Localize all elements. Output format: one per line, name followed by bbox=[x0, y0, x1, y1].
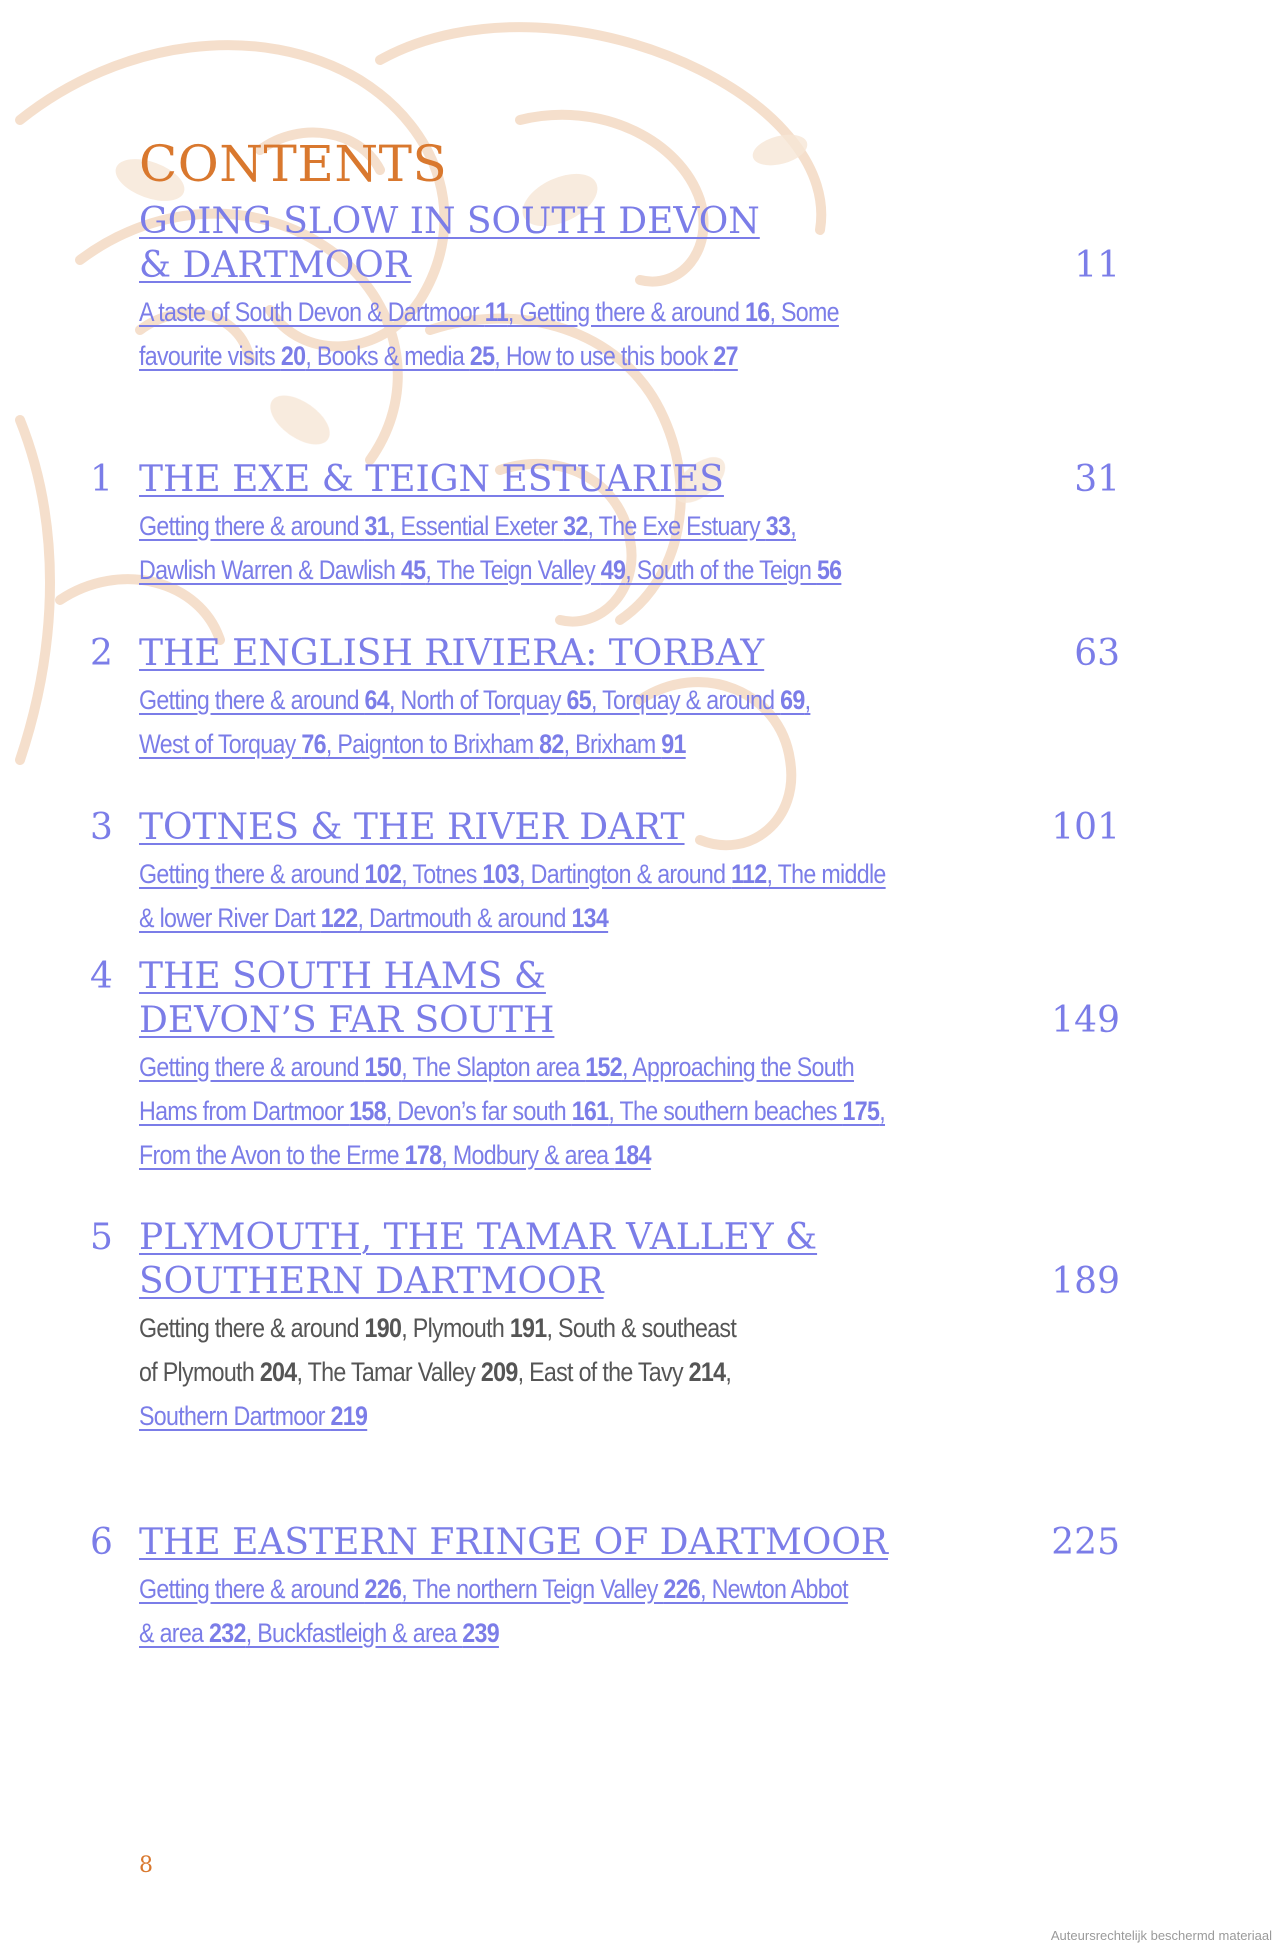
subsection-page-number: 175 bbox=[842, 1096, 880, 1126]
subsection-title: , Getting there & around bbox=[507, 297, 746, 327]
subsection-list bbox=[139, 504, 999, 592]
toc-chapter bbox=[0, 458, 1280, 592]
subsection-line bbox=[139, 1394, 999, 1438]
subsection-page-number: 91 bbox=[661, 729, 686, 759]
chapter-heading-link[interactable] bbox=[90, 1216, 1120, 1304]
subsection-page-number: 20 bbox=[280, 341, 306, 371]
subsection-link[interactable] bbox=[139, 555, 841, 585]
subsection-list bbox=[139, 678, 999, 766]
subsection-title: , Dartington & around bbox=[519, 859, 732, 889]
subsection-title: , bbox=[790, 511, 796, 541]
subsection-link[interactable] bbox=[139, 1574, 848, 1604]
subsection-page-number: 122 bbox=[320, 903, 358, 933]
chapter-number: 4 bbox=[90, 956, 113, 997]
toc-chapter bbox=[0, 806, 1280, 940]
subsection-page-number: 27 bbox=[713, 341, 738, 371]
subsection-title: , Dartmouth & around bbox=[357, 903, 572, 933]
subsection-title: , Newton Abbot bbox=[700, 1574, 848, 1604]
chapter-page-number: 149 bbox=[1051, 1000, 1120, 1041]
subsection-page-number: 32 bbox=[563, 511, 588, 541]
chapter-title: THE EXE & TEIGN ESTUARIES bbox=[139, 459, 724, 500]
subsection-page-number: 226 bbox=[663, 1574, 701, 1604]
chapter-number: 2 bbox=[90, 633, 113, 674]
subsection-link[interactable] bbox=[139, 341, 738, 371]
subsection-line bbox=[139, 290, 999, 334]
subsection-page-number: 239 bbox=[462, 1618, 499, 1648]
subsection-title: Hams from Dartmoor bbox=[139, 1096, 350, 1126]
subsection-title: , Plymouth bbox=[401, 1313, 510, 1343]
subsection-title: & area bbox=[139, 1618, 210, 1648]
subsection-title: Getting there & around bbox=[139, 1313, 365, 1343]
subsection-title: Getting there & around bbox=[139, 1574, 365, 1604]
subsection-title: West of Torquay bbox=[139, 729, 302, 759]
subsection-link[interactable] bbox=[139, 297, 839, 327]
chapter-number: 1 bbox=[90, 459, 113, 500]
toc-chapter bbox=[0, 632, 1280, 766]
subsection-title: Getting there & around bbox=[139, 859, 365, 889]
subsection-line bbox=[139, 678, 999, 722]
subsection-link[interactable] bbox=[139, 511, 796, 541]
subsection-title: , bbox=[804, 685, 811, 715]
subsection-line bbox=[139, 1045, 999, 1089]
chapter-number: 3 bbox=[90, 807, 113, 848]
subsection-page-number: 158 bbox=[349, 1096, 386, 1126]
subsection-page-number: 25 bbox=[469, 341, 495, 371]
subsection-line bbox=[139, 548, 999, 592]
page-title: CONTENTS bbox=[139, 135, 448, 193]
subsection-line bbox=[139, 722, 999, 766]
subsection-list bbox=[139, 290, 999, 378]
subsection-link[interactable] bbox=[139, 1401, 367, 1431]
subsection-title: , bbox=[725, 1357, 732, 1387]
subsection-page-number: 102 bbox=[364, 859, 402, 889]
subsection-title: , The Tamar Valley bbox=[296, 1357, 481, 1387]
subsection-title: , Totnes bbox=[401, 859, 483, 889]
subsection-link[interactable] bbox=[139, 1140, 651, 1170]
subsection-page-number: 11 bbox=[484, 297, 508, 327]
chapter-page-number: 63 bbox=[1074, 633, 1120, 674]
subsection-title: , Devon’s far south bbox=[385, 1096, 572, 1126]
subsection-title: , South & southeast bbox=[546, 1313, 737, 1343]
chapter-heading-link[interactable] bbox=[90, 955, 1120, 1043]
subsection-title: , South of the Teign bbox=[625, 555, 817, 585]
chapter-page-number: 101 bbox=[1051, 807, 1120, 848]
chapter-heading-link[interactable] bbox=[90, 458, 1120, 502]
toc-chapter bbox=[0, 1521, 1280, 1655]
subsection-title: , Torquay & around bbox=[590, 685, 781, 715]
subsection-line bbox=[139, 1089, 999, 1133]
subsection-line bbox=[139, 1350, 999, 1394]
chapter-heading-link[interactable] bbox=[90, 200, 1120, 288]
subsection-link[interactable] bbox=[139, 729, 686, 759]
subsection-link[interactable] bbox=[139, 1096, 885, 1126]
subsection-link[interactable] bbox=[139, 859, 886, 889]
subsection-text bbox=[139, 1313, 736, 1343]
subsection-title: , The northern Teign Valley bbox=[401, 1574, 664, 1604]
chapter-page-number: 31 bbox=[1074, 459, 1120, 500]
chapter-heading-link[interactable] bbox=[90, 632, 1120, 676]
subsection-page-number: 219 bbox=[330, 1401, 368, 1431]
subsection-title: , Books & media bbox=[305, 341, 470, 371]
subsection-page-number: 178 bbox=[404, 1140, 442, 1170]
subsection-page-number: 33 bbox=[765, 511, 791, 541]
chapter-number: 6 bbox=[90, 1522, 113, 1563]
subsection-page-number: 16 bbox=[745, 297, 770, 327]
subsection-title: Getting there & around bbox=[139, 1052, 365, 1082]
subsection-page-number: 65 bbox=[566, 685, 591, 715]
subsection-title: , North of Torquay bbox=[389, 685, 567, 715]
subsection-title: , Brixham bbox=[563, 729, 662, 759]
subsection-page-number: 184 bbox=[614, 1140, 651, 1170]
chapter-title: & DARTMOOR bbox=[139, 245, 411, 286]
subsection-title: , Modbury & area bbox=[441, 1140, 615, 1170]
subsection-line bbox=[139, 852, 999, 896]
subsection-page-number: 152 bbox=[585, 1052, 622, 1082]
subsection-list bbox=[139, 1306, 999, 1438]
subsection-link[interactable] bbox=[139, 903, 608, 933]
subsection-page-number: 214 bbox=[688, 1357, 726, 1387]
subsection-page-number: 31 bbox=[364, 511, 390, 541]
page-number: 8 bbox=[139, 1853, 153, 1878]
subsection-title: , bbox=[879, 1096, 886, 1126]
subsection-page-number: 69 bbox=[780, 685, 805, 715]
subsection-page-number: 76 bbox=[301, 729, 326, 759]
subsection-page-number: 161 bbox=[571, 1096, 609, 1126]
subsection-link[interactable] bbox=[139, 685, 810, 715]
toc-intro bbox=[0, 200, 1280, 378]
subsection-title: , How to use this book bbox=[494, 341, 714, 371]
subsection-page-number: 134 bbox=[571, 903, 609, 933]
subsection-link[interactable] bbox=[139, 1618, 499, 1648]
subsection-page-number: 45 bbox=[400, 555, 426, 585]
subsection-page-number: 82 bbox=[539, 729, 564, 759]
chapter-title: THE ENGLISH RIVIERA: TORBAY bbox=[139, 633, 765, 674]
subsection-title: Getting there & around bbox=[139, 511, 365, 541]
subsection-page-number: 150 bbox=[364, 1052, 402, 1082]
subsection-page-number: 226 bbox=[364, 1574, 402, 1604]
subsection-line bbox=[139, 334, 999, 378]
subsection-title: Dawlish Warren & Dawlish bbox=[139, 555, 401, 585]
subsection-page-number: 191 bbox=[509, 1313, 547, 1343]
subsection-page-number: 190 bbox=[364, 1313, 402, 1343]
chapter-title: THE SOUTH HAMS & bbox=[139, 956, 546, 997]
subsection-line bbox=[139, 1306, 999, 1350]
subsection-link[interactable] bbox=[139, 1052, 854, 1082]
subsection-page-number: 112 bbox=[731, 859, 767, 889]
subsection-title: , The Exe Estuary bbox=[587, 511, 766, 541]
subsection-list bbox=[139, 852, 999, 940]
subsection-line bbox=[139, 1611, 999, 1655]
subsection-title: A taste of South Devon & Dartmoor bbox=[139, 297, 485, 327]
subsection-title: & lower River Dart bbox=[139, 903, 321, 933]
chapter-title: THE EASTERN FRINGE OF DARTMOOR bbox=[139, 1522, 888, 1563]
subsection-list bbox=[139, 1567, 999, 1655]
subsection-list bbox=[139, 1045, 999, 1177]
chapter-page-number: 189 bbox=[1051, 1261, 1120, 1302]
chapter-title: DEVON’S FAR SOUTH bbox=[139, 1000, 555, 1041]
subsection-line bbox=[139, 504, 999, 548]
subsection-page-number: 204 bbox=[259, 1357, 297, 1387]
subsection-title: , The middle bbox=[766, 859, 886, 889]
chapter-title: GOING SLOW IN SOUTH DEVON bbox=[139, 201, 760, 242]
subsection-title: , East of the Tavy bbox=[517, 1357, 689, 1387]
toc-chapter bbox=[0, 955, 1280, 1177]
subsection-line bbox=[139, 896, 999, 940]
chapter-title: PLYMOUTH, THE TAMAR VALLEY & bbox=[139, 1217, 818, 1258]
toc-chapter bbox=[0, 1216, 1280, 1438]
chapter-page-number: 225 bbox=[1051, 1522, 1120, 1563]
subsection-line bbox=[139, 1567, 999, 1611]
chapter-title: SOUTHERN DARTMOOR bbox=[139, 1261, 604, 1302]
subsection-title: , The Teign Valley bbox=[425, 555, 601, 585]
subsection-page-number: 56 bbox=[816, 555, 842, 585]
subsection-page-number: 103 bbox=[482, 859, 520, 889]
subsection-page-number: 232 bbox=[209, 1618, 246, 1648]
subsection-title: Southern Dartmoor bbox=[139, 1401, 331, 1431]
subsection-page-number: 64 bbox=[364, 685, 390, 715]
subsection-title: , Buckfastleigh & area bbox=[245, 1618, 463, 1648]
subsection-title: favourite visits bbox=[139, 341, 281, 371]
subsection-title: , The Slapton area bbox=[401, 1052, 586, 1082]
chapter-page-number: 11 bbox=[1074, 245, 1120, 286]
subsection-title: , Some bbox=[769, 297, 839, 327]
subsection-page-number: 209 bbox=[480, 1357, 518, 1387]
subsection-title: , The southern beaches bbox=[608, 1096, 843, 1126]
subsection-page-number: 49 bbox=[600, 555, 626, 585]
subsection-title: , Paignton to Brixham bbox=[325, 729, 540, 759]
subsection-title: Getting there & around bbox=[139, 685, 365, 715]
subsection-title: of Plymouth bbox=[139, 1357, 260, 1387]
subsection-title: , Essential Exeter bbox=[389, 511, 564, 541]
subsection-title: , Approaching the South bbox=[621, 1052, 854, 1082]
subsection-line bbox=[139, 1133, 999, 1177]
chapter-heading-link[interactable] bbox=[90, 806, 1120, 850]
subsection-title: From the Avon to the Erme bbox=[139, 1140, 405, 1170]
copyright-notice: Auteursrechtelijk beschermd materiaal bbox=[1050, 1928, 1272, 1943]
chapter-number: 5 bbox=[90, 1217, 113, 1258]
chapter-title: TOTNES & THE RIVER DART bbox=[139, 807, 685, 848]
subsection-text bbox=[139, 1357, 731, 1387]
chapter-heading-link[interactable] bbox=[90, 1521, 1120, 1565]
